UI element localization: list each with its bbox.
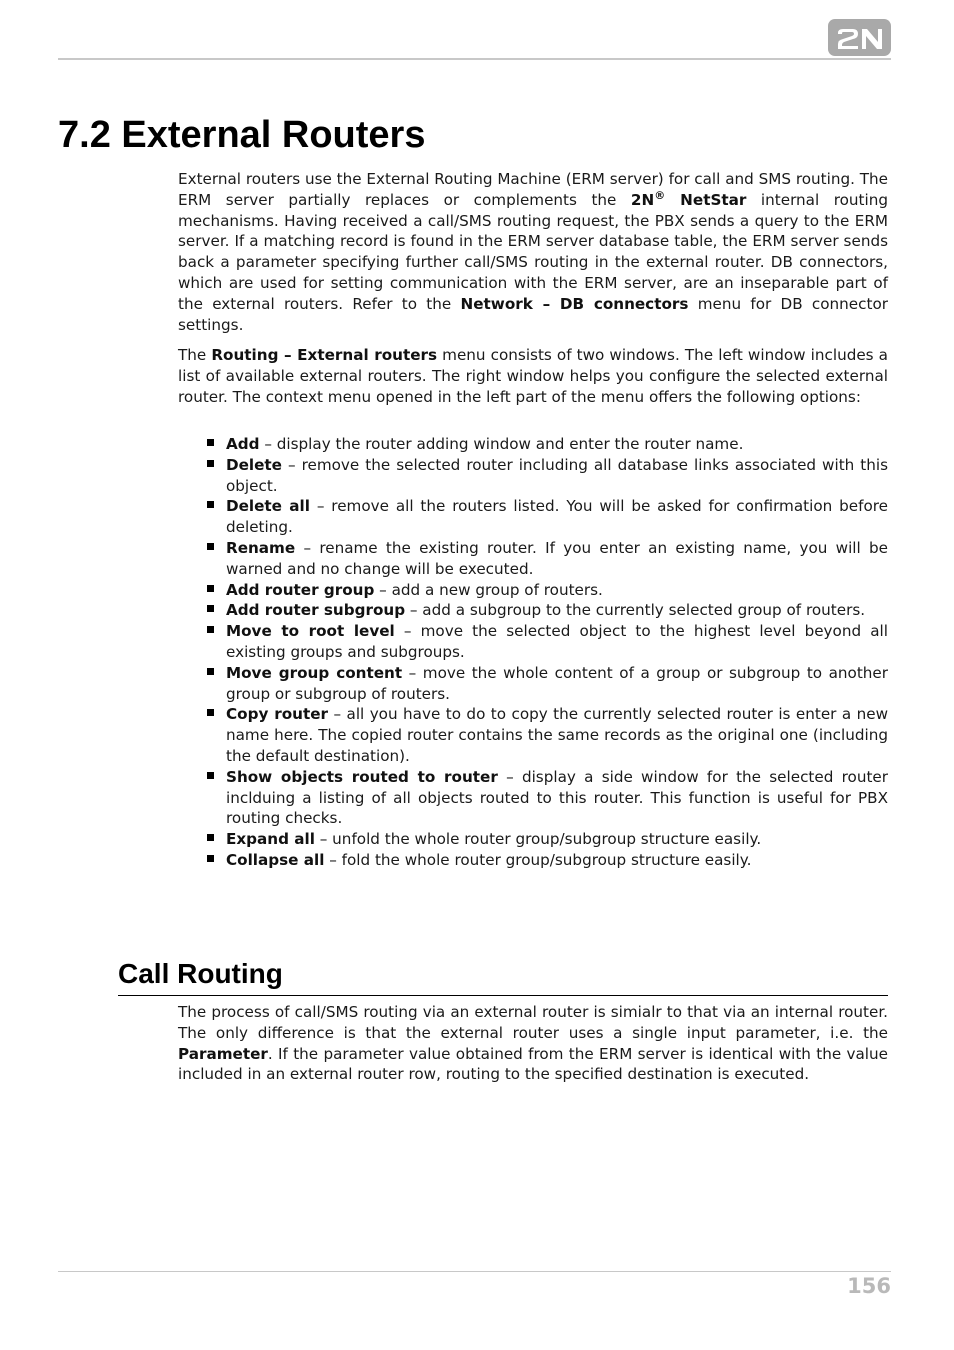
option-description: – remove the selected router including all database links associated with this object. bbox=[226, 455, 888, 495]
menu-text-2: menu consists of two windows. The left window includes a list of available external routers. The right window helps you configure the selected external router. The context menu opened in the left part of the menu offers the following options: bbox=[178, 346, 888, 406]
menu-paragraph bbox=[178, 345, 888, 407]
bullet-icon bbox=[207, 668, 214, 675]
bullet-icon bbox=[207, 460, 214, 467]
call-routing-text-1: The process of call/SMS routing via an external router is simialr to that via an internal router. The only difference is that the external router uses a single input parameter, i.e. the bbox=[178, 1003, 888, 1042]
page-number: 156 bbox=[847, 1274, 891, 1298]
list-item bbox=[178, 580, 888, 601]
bullet-icon bbox=[207, 772, 214, 779]
option-term: Collapse all bbox=[226, 850, 325, 869]
intro-text-3: menu for DB connector settings. bbox=[178, 294, 888, 334]
option-term: Add router group bbox=[226, 580, 375, 599]
option-term: Delete bbox=[226, 455, 282, 474]
product-name: NetStar bbox=[665, 190, 747, 209]
bullet-icon bbox=[207, 626, 214, 633]
header-divider bbox=[58, 58, 891, 60]
option-description: – display a side window for the selected router inclduing a listing of all objects routed to this router. This function is useful for PBX routing checks. bbox=[226, 767, 888, 828]
list-item bbox=[178, 455, 888, 497]
page-title: 7.2 External Routers bbox=[58, 114, 426, 156]
bullet-icon bbox=[207, 605, 214, 612]
list-item bbox=[178, 829, 888, 850]
option-description: – unfold the whole router group/subgroup structure easily. bbox=[314, 830, 762, 849]
intro-text-2: internal routing mechanisms. Having received a call/SMS routing request, the PBX sends a query to the ERM server. If a matching record is found in the ERM server database table, the ERM server sends back a parameter specifying further call/SMS routing in the external router. DB connectors, which are used for setting communication with the ERM server, are an inseparable part of the external routers. Refer to the bbox=[178, 190, 888, 313]
bullet-icon bbox=[207, 439, 214, 446]
menu-name: Routing – External routers bbox=[211, 346, 438, 364]
option-description: – add a subgroup to the currently selected group of routers. bbox=[405, 601, 866, 620]
menu-text-1: The bbox=[178, 346, 212, 364]
bullet-icon bbox=[207, 585, 214, 592]
option-term: Delete all bbox=[226, 497, 310, 516]
list-item bbox=[178, 704, 888, 766]
brand-name: 2N bbox=[630, 190, 655, 209]
brand-logo bbox=[828, 19, 891, 56]
call-routing-text-2: . If the parameter value obtained from the ERM server is identical with the value included in an external router row, routing to the specified destination is executed. bbox=[178, 1044, 888, 1084]
bullet-icon bbox=[207, 543, 214, 550]
intro-paragraph bbox=[178, 169, 888, 335]
registered-mark: ® bbox=[654, 188, 666, 202]
intro-text-1: External routers use the External Routing Machine (ERM server) for call and SMS routing. The ERM server partially replaces or complements the bbox=[178, 170, 888, 209]
list-item bbox=[178, 600, 888, 621]
list-item bbox=[178, 538, 888, 580]
option-description: – display the router adding window and enter the router name. bbox=[259, 435, 744, 453]
option-description: – rename the existing router. If you enter an existing name, you will be warned and no change will be executed. bbox=[226, 538, 888, 578]
parameter-term: Parameter bbox=[178, 1044, 268, 1063]
list-item bbox=[178, 850, 888, 871]
bullet-icon bbox=[207, 709, 214, 716]
list-item bbox=[178, 496, 888, 538]
option-term: Add bbox=[226, 435, 260, 453]
option-term: Rename bbox=[226, 538, 296, 557]
menu-reference: Network – DB connectors bbox=[460, 294, 689, 313]
option-term: Move group content bbox=[226, 663, 403, 682]
list-item bbox=[178, 663, 888, 705]
subsection-title: Call Routing bbox=[118, 955, 888, 996]
option-description: – remove all the routers listed. You will be asked for confirmation before deleting. bbox=[226, 497, 888, 537]
option-description: – move the selected object to the highest level beyond all existing groups and subgroups. bbox=[226, 622, 888, 661]
bullet-icon bbox=[207, 501, 214, 508]
footer-divider bbox=[58, 1271, 891, 1272]
option-description: – fold the whole router group/subgroup structure easily. bbox=[324, 850, 752, 869]
option-description: – add a new group of routers. bbox=[374, 580, 603, 599]
option-term: Expand all bbox=[226, 830, 315, 849]
option-description: – move the whole content of a group or subgroup to another group or subgroup of routers. bbox=[226, 663, 889, 703]
option-term: Add router subgroup bbox=[226, 601, 406, 620]
list-item bbox=[178, 434, 888, 455]
bullet-icon bbox=[207, 834, 214, 841]
option-term: Show objects routed to router bbox=[226, 767, 498, 786]
option-term: Move to root level bbox=[226, 622, 395, 641]
list-item bbox=[178, 767, 888, 829]
option-term: Copy router bbox=[226, 705, 329, 724]
context-menu-options-list bbox=[178, 434, 888, 871]
option-description: – all you have to do to copy the currently selected router is enter a new name here. The copied router contains the same records as the original one (including the default destination). bbox=[226, 705, 888, 765]
call-routing-paragraph bbox=[178, 1002, 888, 1085]
bullet-icon bbox=[207, 855, 214, 862]
2n-logo-glyph bbox=[834, 25, 886, 51]
list-item bbox=[178, 621, 888, 663]
